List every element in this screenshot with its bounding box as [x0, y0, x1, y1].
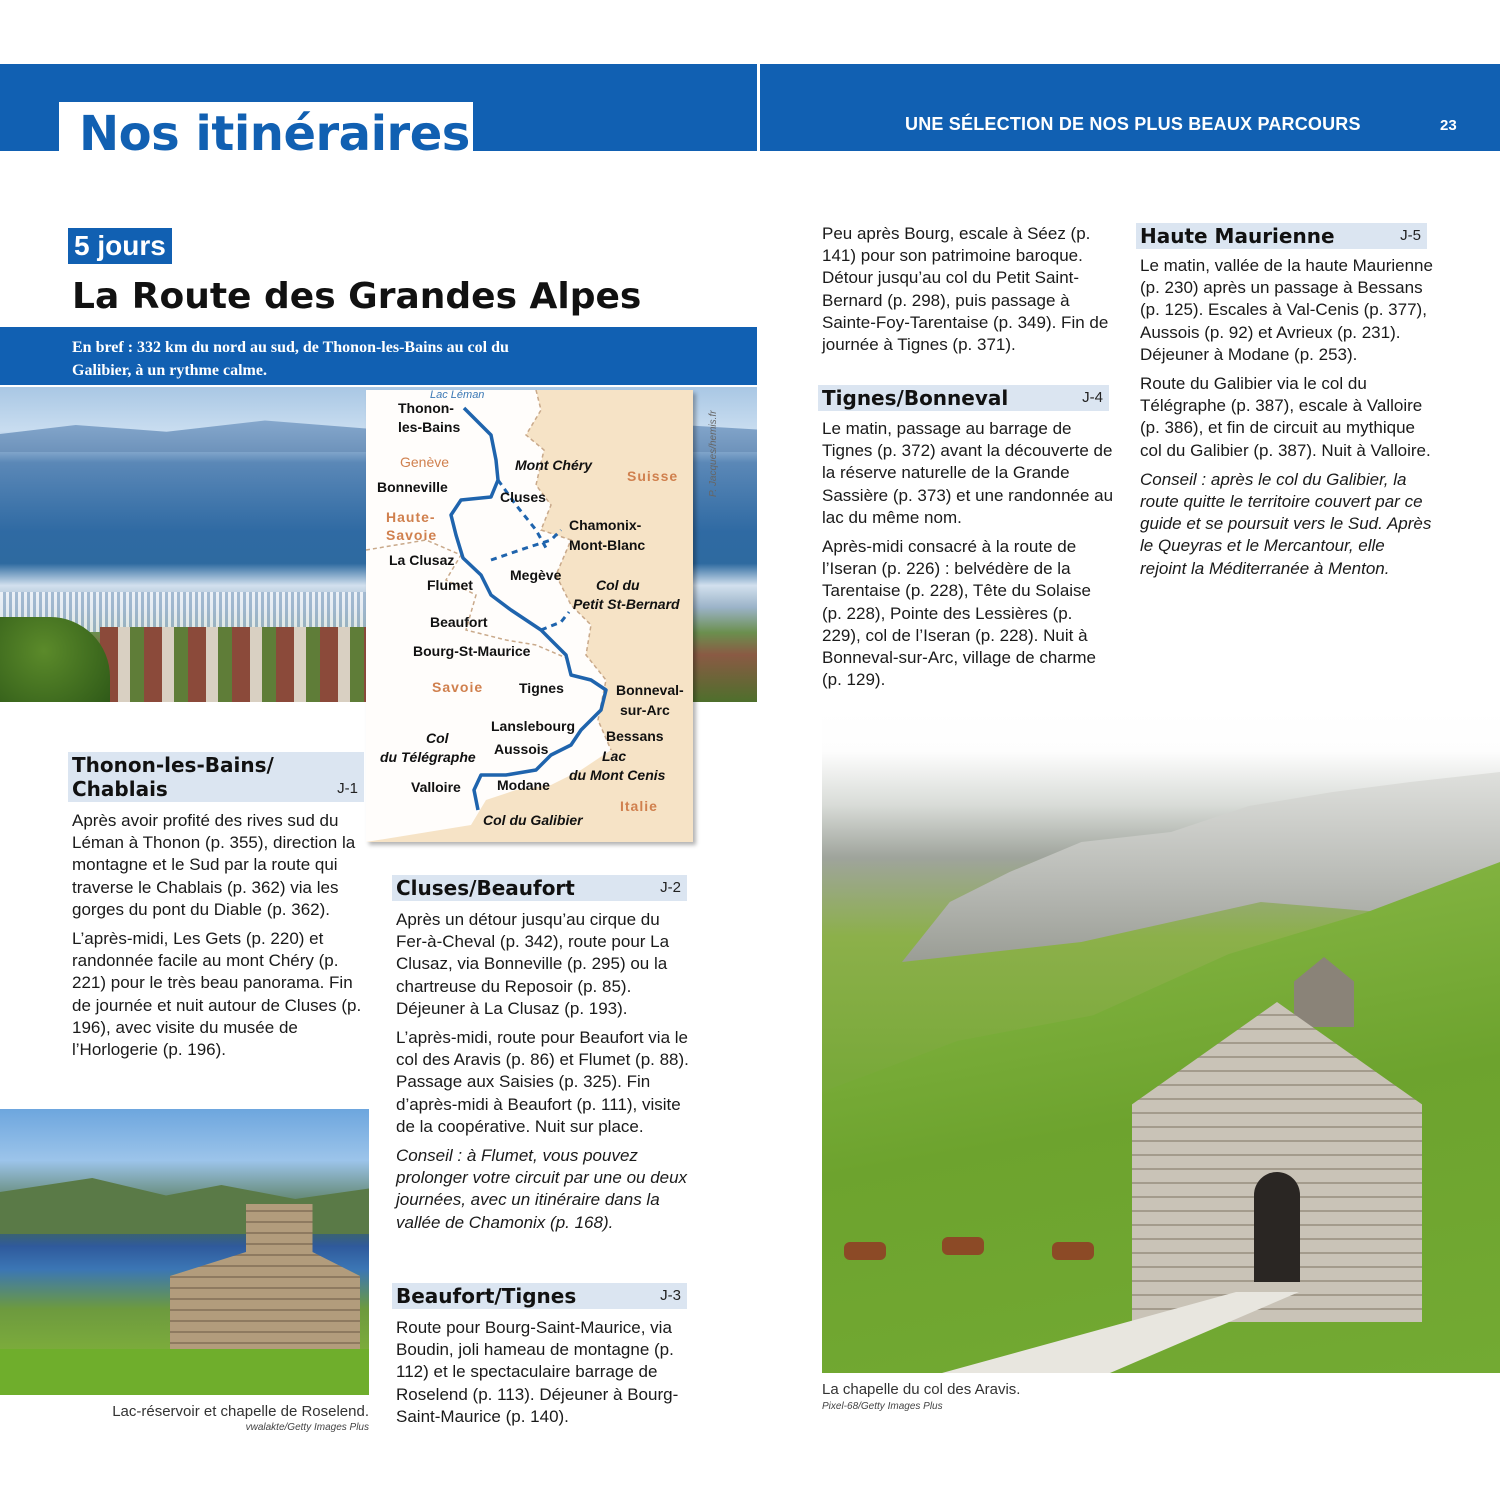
summary-label: En bref :: [72, 339, 134, 356]
summary-text: [72, 336, 522, 382]
page-title: Nos itinéraires: [79, 106, 470, 162]
route-title: La Route des Grandes Alpes: [72, 276, 642, 317]
map-label-col-1: Col: [426, 730, 449, 746]
title-tab: [59, 102, 473, 162]
photo-cow: [942, 1237, 984, 1255]
map-label-valloire: Valloire: [411, 779, 461, 795]
map-label-lac-2: du Mont Cenis: [569, 767, 666, 783]
map-label-bonneval-2: sur-Arc: [620, 702, 670, 718]
header-band-right: [760, 64, 1500, 151]
j5-paragraph-2: Route du Galibier via le col du Télégraphe (p. 387), escale à Valloire (p. 386), et fin de circuit au mythique col du Galibier (p. 387). Nuit à Valloire.: [1140, 374, 1431, 460]
section-head-j3: [392, 1283, 687, 1309]
section-head-j2: [392, 875, 687, 901]
map-label-lanslebourg: Lanslebourg: [491, 718, 576, 734]
section-title-j2: Cluses/Beaufort: [396, 876, 575, 900]
photo-chapel-door: [1254, 1172, 1300, 1282]
map-label-chamonix-2: Mont-Blanc: [569, 537, 646, 553]
map-label-tignes: Tignes: [519, 680, 564, 696]
map-label-mont-chery: Mont Chéry: [515, 457, 592, 473]
j2-tip: Conseil : à Flumet, vous pouvez prolonger votre circuit par une ou deux journées, avec un itinéraire dans la vallée de Chamonix (p. 168).: [396, 1146, 688, 1232]
map-label-bonneval-1: Bonneval-: [616, 682, 684, 698]
j4-paragraph-2: Après-midi consacré à la route de l’Iseran (p. 226) : belvédère de la Tarentaise (p. 228), Tête du Solaise (p. 228), Pointe des Lessières (p. 229), col de l’Iseran (p. 228). Nuit à Bonneval-sur-Arc, village de charme (p. 129).: [822, 537, 1097, 690]
section-body-j3: [396, 1317, 692, 1435]
map-label-aussois: Aussois: [494, 741, 549, 757]
section-day-j1: J-1: [337, 780, 358, 797]
map-label-megeve: Megève: [510, 567, 562, 583]
section-body-j3-continued: [822, 223, 1117, 363]
j1-paragraph-1: Après avoir profité des rives sud du Léman à Thonon (p. 355), direction la montagne et le Sud par la route qui traverse le Chablais (p. 362) via les gorges du pont du Diable (p. 362).: [72, 811, 356, 919]
map-label-haute-savoie-2: Savoie: [386, 527, 438, 543]
j2-paragraph-2: L’après-midi, route pour Beaufort via le col des Aravis (p. 86) et Flumet (p. 88). Passage aux Saisies (p. 325). Fin d’après-midi à Beaufort (p. 111), visite de la coopérative. Nuit sur place.: [396, 1028, 689, 1136]
map-label-flumet: Flumet: [427, 577, 473, 593]
section-body-j2: [396, 909, 692, 1241]
roselend-credit: vwalakte/Getty Images Plus: [245, 1422, 369, 1433]
aravis-caption: La chapelle du col des Aravis.: [822, 1381, 1021, 1398]
j5-paragraph-1: Le matin, vallée de la haute Maurienne (p. 230) après un passage à Bessans (p. 125). Escales à Val-Cenis (p. 377), Aussois (p. 92) et Avrieux (p. 231). Déjeuner à Modane (p. 253).: [1140, 256, 1433, 364]
section-day-j2: J-2: [660, 879, 681, 896]
section-body-j1: [72, 810, 367, 1068]
roselend-caption: Lac-réservoir et chapelle de Roselend.: [112, 1403, 369, 1420]
page-number: 23: [1440, 117, 1457, 134]
section-title-j1-line1: Thonon-les-Bains/: [72, 753, 274, 777]
section-title-j4: Tignes/Bonneval: [822, 386, 1009, 410]
map-label-col-du-1: Col du: [596, 577, 640, 593]
map-label-galibier: Col du Galibier: [483, 812, 583, 828]
j2-paragraph-1: Après un détour jusqu’au cirque du Fer-à-Cheval (p. 342), route pour La Clusaz, via Bonneville (p. 295) ou la chartreuse du Reposoir (p. 85). Déjeuner à La Clusaz (p. 193).: [396, 910, 670, 1018]
route-map: [366, 390, 693, 842]
map-label-suisse: Suisse: [627, 468, 679, 484]
photo-grass: [0, 1349, 369, 1395]
section-title-j5: Haute Maurienne: [1140, 224, 1335, 248]
map-label-bourg: Bourg-St-Maurice: [413, 643, 531, 659]
section-body-j5: [1140, 255, 1435, 587]
map-label-cluses: Cluses: [500, 489, 546, 505]
map-credit: P. Jacques/hemis.fr: [708, 410, 719, 497]
map-label-col-2: du Télégraphe: [380, 749, 476, 765]
map-label-modane: Modane: [497, 777, 550, 793]
map-label-thonon-1: Thonon-: [398, 400, 454, 416]
section-day-j4: J-4: [1082, 389, 1103, 406]
summary-body: 332 km du nord au sud, de Thonon-les-Bains au col du Galibier, à un rythme calme.: [72, 339, 509, 379]
map-label-savoie: Savoie: [432, 679, 484, 695]
map-label-bessans: Bessans: [606, 728, 664, 744]
map-label-chamonix-1: Chamonix-: [569, 517, 642, 533]
map-label-beaufort: Beaufort: [430, 614, 488, 630]
map-label-geneve: Genève: [400, 454, 450, 470]
map-label-col-du-2: Petit St-Bernard: [573, 596, 680, 612]
section-head-j5: [1136, 223, 1427, 249]
header-subtitle: UNE SÉLECTION DE NOS PLUS BEAUX PARCOURS: [905, 114, 1361, 134]
j5-tip: Conseil : après le col du Galibier, la route quitte le territoire couvert par ce guide et se poursuit vers le Sud. Après le Queyras et le Mercantour, elle rejoint la Méditerranée à Menton.: [1140, 469, 1432, 578]
j3-paragraph-1: Route pour Bourg-Saint-Maurice, via Boudin, joli hameau de montagne (p. 112) et le spectaculaire barrage de Roselend (p. 113). Déjeuner à Bourg-Saint-Maurice (p. 140).: [396, 1318, 679, 1426]
section-day-j5: J-5: [1400, 227, 1421, 244]
map-label-haute-savoie-1: Haute-: [386, 509, 436, 525]
section-head-j4: [818, 385, 1109, 411]
section-day-j3: J-3: [660, 1287, 681, 1304]
photo-hill: [0, 1164, 369, 1234]
map-label-thonon-2: les-Bains: [398, 419, 461, 435]
map-label-italie: Italie: [620, 798, 658, 814]
aravis-chapel-photo: [822, 712, 1500, 1373]
map-label-la-clusaz: La Clusaz: [389, 552, 455, 568]
j4-paragraph-1: Le matin, passage au barrage de Tignes (p. 372) avant la découverte de la réserve naturelle de la Grande Sassière (p. 373) et une randonnée au lac du même nom.: [822, 419, 1114, 527]
photo-cow: [844, 1242, 886, 1260]
map-label-bonneville: Bonneville: [377, 479, 448, 495]
section-head-j1: [68, 752, 364, 802]
photo-town: [100, 627, 380, 702]
j3-paragraph-2: Peu après Bourg, escale à Séez (p. 141) pour son patrimoine baroque. Détour jusqu’au col du Petit Saint-Bernard (p. 298), puis passage à Sainte-Foy-Tarentaise (p. 349). Fin de journée à Tignes (p. 371).: [822, 224, 1109, 355]
days-badge: 5 jours: [68, 228, 172, 264]
aravis-credit: Pixel-68/Getty Images Plus: [822, 1401, 943, 1412]
section-body-j4: [822, 418, 1114, 698]
map-label-lac-leman: Lac Léman: [430, 390, 485, 401]
roselend-photo: [0, 1109, 369, 1395]
section-title-j3: Beaufort/Tignes: [396, 1284, 577, 1308]
map-label-lac-1: Lac: [602, 748, 627, 764]
photo-cow: [1052, 1242, 1094, 1260]
j1-paragraph-2: L’après-midi, Les Gets (p. 220) et randonnée facile au mont Chéry (p. 221) pour le très beau panorama. Fin de journée et nuit autour de Cluses (p. 196), avec visite du musée de l’Horlogerie (p. 196).: [72, 929, 362, 1060]
section-title-j1-line2: Chablais: [72, 777, 168, 801]
